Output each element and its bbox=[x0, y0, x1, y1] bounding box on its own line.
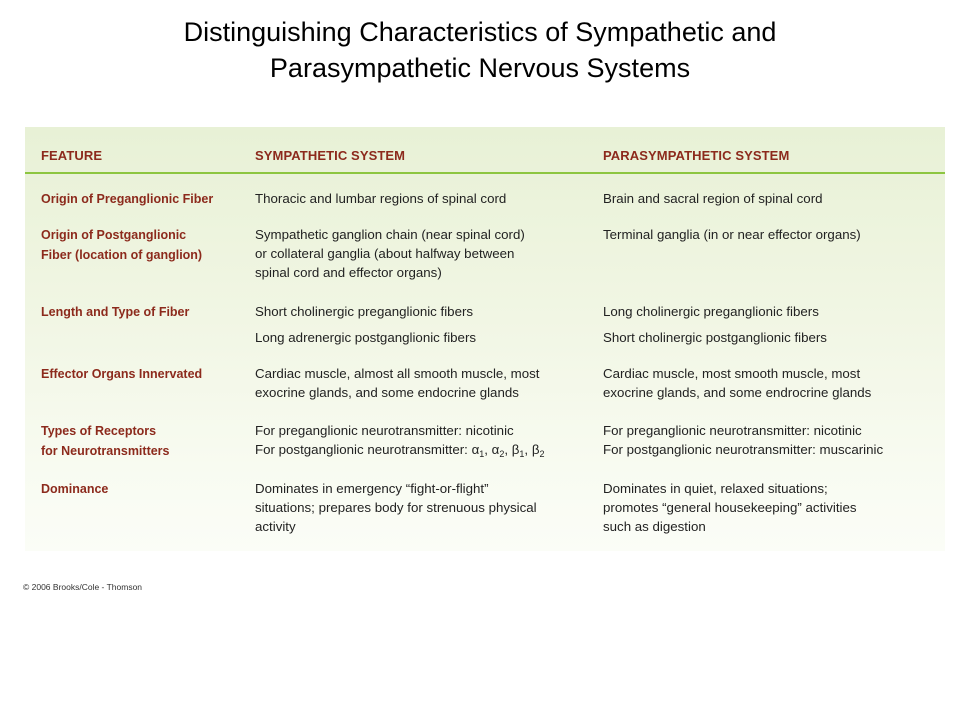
parasympathetic-origin-postganglionic: Terminal ganglia (in or near effector organs) bbox=[603, 227, 861, 242]
cell-line: For postganglionic neurotransmitter: $\alpha_1$, $\alpha_2$, $\beta_1$, $\beta_2$ bbox=[255, 442, 545, 459]
title-line-2: Parasympathetic Nervous Systems bbox=[269, 53, 691, 83]
cell-line: Cardiac muscle, most smooth muscle, most bbox=[603, 366, 861, 381]
cell-line: Short cholinergic preganglionic fibers bbox=[255, 304, 474, 319]
cell-line: exocrine glands, and some endrocrine glands bbox=[603, 385, 872, 400]
cell-line: Sympathetic ganglion chain (near spinal cord) bbox=[255, 227, 525, 242]
cell-line: Long cholinergic preganglionic fibers bbox=[603, 304, 819, 319]
slide-title bbox=[0, 14, 960, 86]
parasympathetic-effector-organs bbox=[603, 364, 933, 402]
sympathetic-receptor-types bbox=[255, 421, 590, 459]
sympathetic-origin-postganglionic bbox=[255, 225, 590, 282]
feature-line: Fiber (location of ganglion) bbox=[41, 248, 203, 262]
cell-line: For preganglionic neurotransmitter: nicotinic bbox=[603, 423, 862, 438]
copyright-notice: © 2006 Brooks/Cole - Thomson bbox=[23, 582, 143, 592]
cell-line: situations; prepares body for strenuous physical bbox=[255, 500, 537, 515]
cell-line: Dominates in emergency “fight-or-flight” bbox=[255, 481, 489, 496]
receptor-prefix: For postganglionic neurotransmitter: bbox=[255, 442, 472, 457]
sympathetic-origin-preganglionic: Thoracic and lumbar regions of spinal cord bbox=[255, 191, 507, 206]
cell-line: spinal cord and effector organs) bbox=[255, 265, 442, 280]
feature-origin-preganglionic: Origin of Preganglionic Fiber bbox=[41, 192, 214, 206]
cell-line: or collateral ganglia (about halfway between bbox=[255, 246, 515, 261]
feature-line: for Neurotransmitters bbox=[41, 444, 170, 458]
receptor-alpha-2: $\alpha_2$ bbox=[491, 442, 505, 459]
parasympathetic-origin-preganglionic: Brain and sacral region of spinal cord bbox=[603, 191, 823, 206]
cell-line: For preganglionic neurotransmitter: nicotinic bbox=[255, 423, 514, 438]
receptor-beta-1: $\beta_1$ bbox=[511, 442, 525, 459]
table-header-row bbox=[25, 127, 945, 174]
receptor-beta-2: $\beta_2$ bbox=[531, 442, 545, 459]
parasympathetic-dominance bbox=[603, 479, 933, 536]
feature-dominance: Dominance bbox=[41, 482, 109, 496]
feature-line: Origin of Postganglionic bbox=[41, 228, 187, 242]
cell-line: promotes “general housekeeping” activities bbox=[603, 500, 857, 515]
cell-line: For postganglionic neurotransmitter: muscarinic bbox=[603, 442, 884, 457]
feature-effector-organs: Effector Organs Innervated bbox=[41, 367, 203, 381]
feature-receptor-types bbox=[41, 421, 261, 461]
comparison-table bbox=[25, 127, 945, 551]
feature-origin-postganglionic bbox=[41, 225, 261, 265]
cell-line: Short cholinergic postganglionic fibers bbox=[603, 330, 827, 345]
header-feature: FEATURE bbox=[41, 148, 103, 163]
sympathetic-effector-organs bbox=[255, 364, 590, 402]
receptor-alpha-1: $\alpha_1$ bbox=[471, 442, 485, 459]
cell-line: exocrine glands, and some endocrine glands bbox=[255, 385, 519, 400]
cell-line: such as digestion bbox=[603, 519, 706, 534]
parasympathetic-receptor-types bbox=[603, 421, 933, 459]
sympathetic-dominance bbox=[255, 479, 590, 536]
cell-line: Long adrenergic postganglionic fibers bbox=[255, 330, 477, 345]
cell-line: Cardiac muscle, almost all smooth muscle, most bbox=[255, 366, 540, 381]
parasympathetic-length-type bbox=[603, 302, 933, 347]
feature-length-type: Length and Type of Fiber bbox=[41, 305, 190, 319]
header-parasympathetic: PARASYMPATHETIC SYSTEM bbox=[603, 148, 790, 163]
feature-line: Types of Receptors bbox=[41, 424, 157, 438]
header-sympathetic: SYMPATHETIC SYSTEM bbox=[255, 148, 406, 163]
cell-line: activity bbox=[255, 519, 296, 534]
sympathetic-length-type bbox=[255, 302, 590, 347]
title-line-1: Distinguishing Characteristics of Sympathetic and bbox=[183, 17, 777, 47]
cell-line: Dominates in quiet, relaxed situations; bbox=[603, 481, 828, 496]
